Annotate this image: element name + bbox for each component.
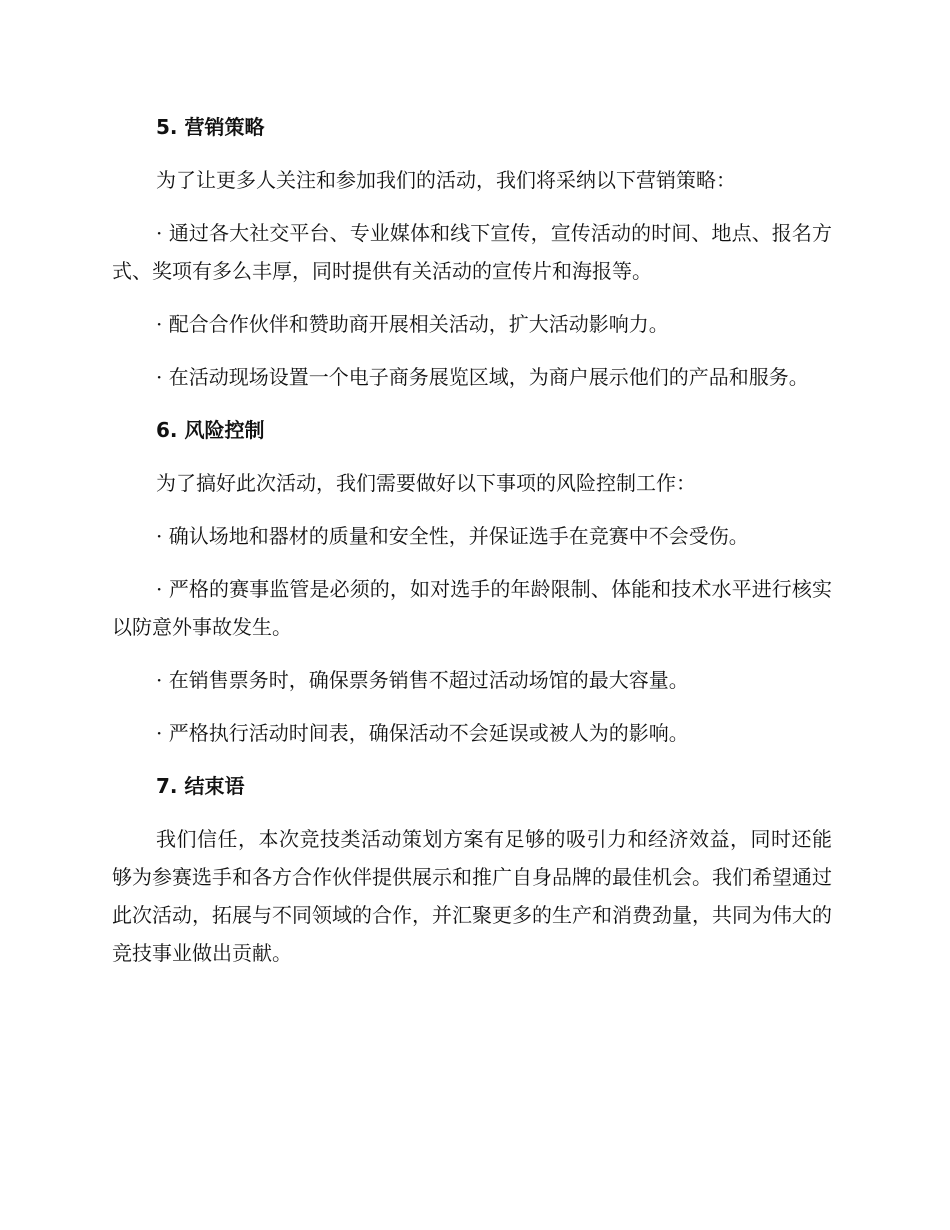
- paragraph: 为了让更多人关注和参加我们的活动，我们将采纳以下营销策略：: [156, 168, 736, 192]
- bullet-item: · 在销售票务时，确保票务销售不超过活动场馆的最大容量。: [156, 668, 689, 692]
- section-heading-risk-control: 6. 风险控制: [156, 418, 265, 442]
- section-heading-marketing: 5. 营销策略: [156, 115, 265, 139]
- bullet-item: · 配合合作伙伴和赞助商开展相关活动，扩大活动影响力。: [156, 312, 669, 336]
- document-page: [112, 108, 832, 987]
- bullet-item: · 在活动现场设置一个电子商务展览区域，为商户展示他们的产品和服务。: [156, 365, 809, 389]
- bullet-item: · 确认场地和器材的质量和安全性，并保证选手在竞赛中不会受伤。: [156, 524, 749, 548]
- paragraph: 我们信任，本次竞技类活动策划方案有足够的吸引力和经济效益，同时还能够为参赛选手和各方合作伙伴提供展示和推广自身品牌的最佳机会。我们希望通过此次活动，拓展与不同领域的合作，并汇聚更多的生产和消费劲量，共同为伟大的竞技事业做出贡献。: [112, 827, 832, 965]
- paragraph: 为了搞好此次活动，我们需要做好以下事项的风险控制工作：: [156, 471, 696, 495]
- section-heading-conclusion: 7. 结束语: [156, 774, 245, 798]
- bullet-item: · 严格的赛事监管是必须的，如对选手的年龄限制、体能和技术水平进行核实以防意外事故发生。: [112, 577, 832, 639]
- bullet-item: · 通过各大社交平台、专业媒体和线下宣传，宣传活动的时间、地点、报名方式、奖项有多么丰厚，同时提供有关活动的宣传片和海报等。: [112, 221, 832, 283]
- bullet-item: · 严格执行活动时间表，确保活动不会延误或被人为的影响。: [156, 721, 689, 745]
